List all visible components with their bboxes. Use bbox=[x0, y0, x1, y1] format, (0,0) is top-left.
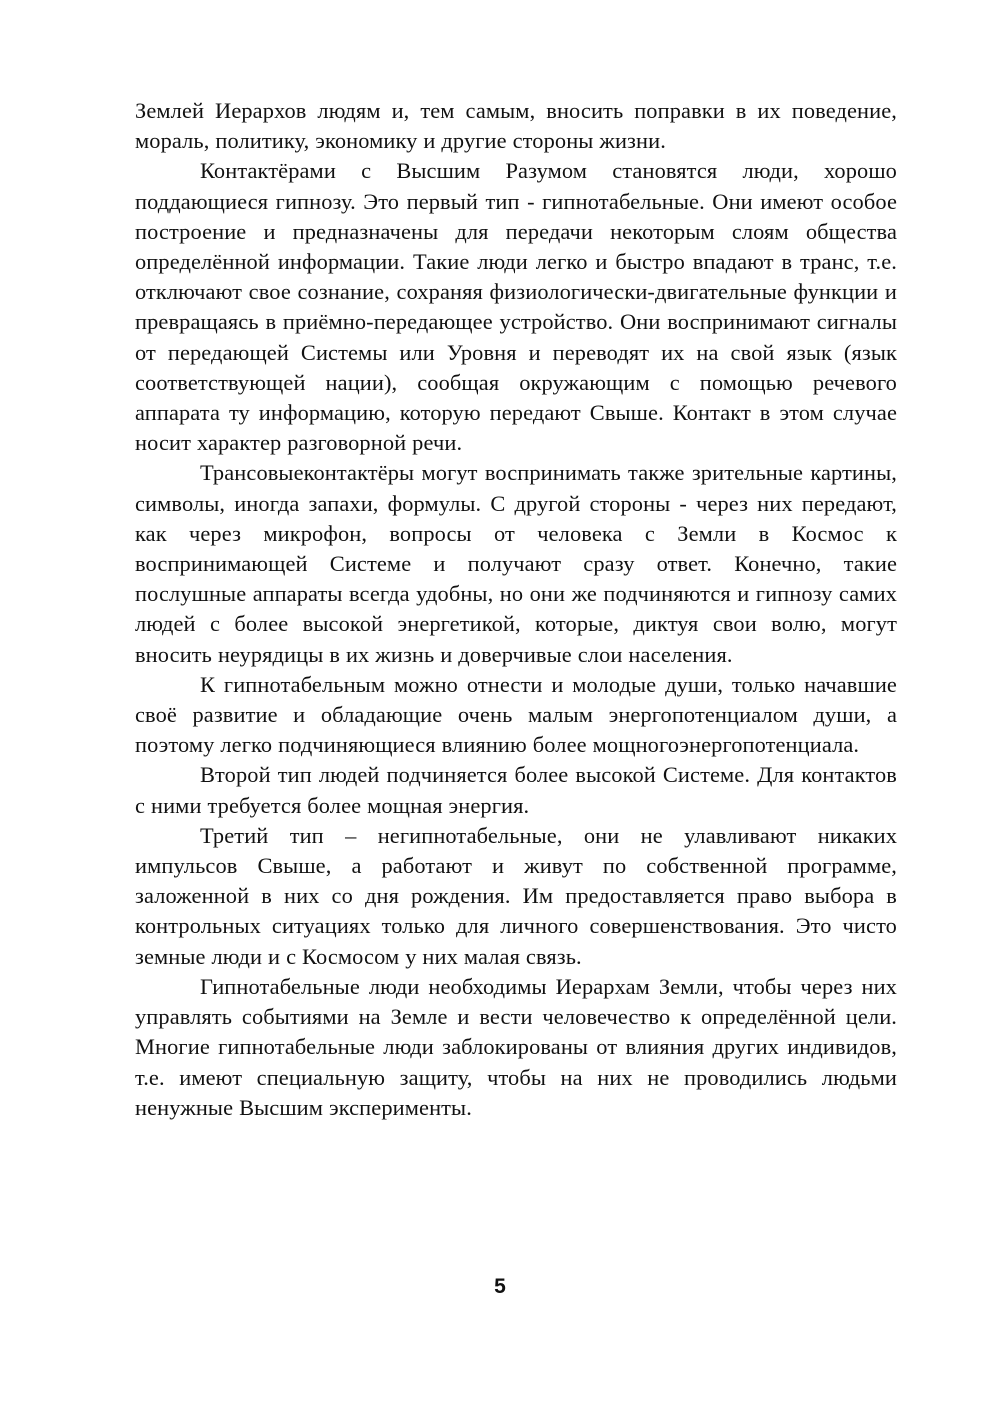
paragraph-contacters: Контактёрами с Высшим Разумом становятся люди, хорошо поддающиеся гипнозу. Это первый тип - гипнотабельные. Они имеют особое построение и предназначены для передачи некоторым слоям общества определённой информации. Такие люди легко и быстро впадают в транс, т.е. отключают свое сознание, сохраняя физиологически-двигательные функции и превращаясь в приёмно-передающее устройство. Они воспринимают сигналы от передающей Системы или Уровня и переводят их на свой язык (язык соответствующей нации), сообщая окружающим с помощью речевого аппарата ту информацию, которую передают Свыше. Контакт в этом случае носит характер разговорной речи. bbox=[135, 158, 897, 456]
paragraph-continuation: Землей Иерархов людям и, тем самым, вносить поправки в их поведение, мораль, политику, экономику и другие стороны жизни. bbox=[135, 98, 897, 154]
paragraph-third-type: Третий тип – негипнотабельные, они не улавливают никаких импульсов Свыше, а работают и живут по собственной программе, заложенной в них со дня рождения. Им предоставляется право выбора в контрольных ситуациях только для личного совершенствования. Это чисто земные люди и с Космосом у них малая связь. bbox=[135, 822, 897, 969]
paragraph-young-souls: К гипнотабельным можно отнести и молодые души, только начавшие своё развитие и обладающие очень малым энергопотенциалом души, а поэтому легко подчиняющиеся влиянию более мощногоэнергопотенциала. bbox=[135, 671, 897, 758]
paragraph-hypnotable-needed: Гипнотабельные люди необходимы Иерархам Земли, чтобы через них управлять событиями на Земле и вести человечество к определённой цели. Многие гипнотабельные люди заблокированы от влияния других индивидов, т.е. имеют специальную защиту, чтобы на них не проводились людьми ненужные Высшим эксперименты. bbox=[135, 973, 897, 1120]
page-number: 5 bbox=[494, 1275, 506, 1298]
paragraph-trance-contacters: Трансовыеконтактёры могут воспринимать также зрительные картины, символы, иногда запахи, формулы. С другой стороны - через них передают, как через микрофон, вопросы от человека с Земли в Космос к воспринимающей Системе и получают сразу ответ. Конечно, такие послушные аппараты всегда удобны, но они же подчиняются и гипнозу самих людей с более высокой энергетикой, которые, диктуя свои волю, могут вносить неурядицы в их жизнь и доверчивые слои населения. bbox=[135, 460, 897, 667]
paragraph-second-type: Второй тип людей подчиняется более высокой Системе. Для контактов с ними требуется более мощная энергия. bbox=[135, 762, 897, 818]
body-text-column bbox=[135, 96, 897, 1123]
